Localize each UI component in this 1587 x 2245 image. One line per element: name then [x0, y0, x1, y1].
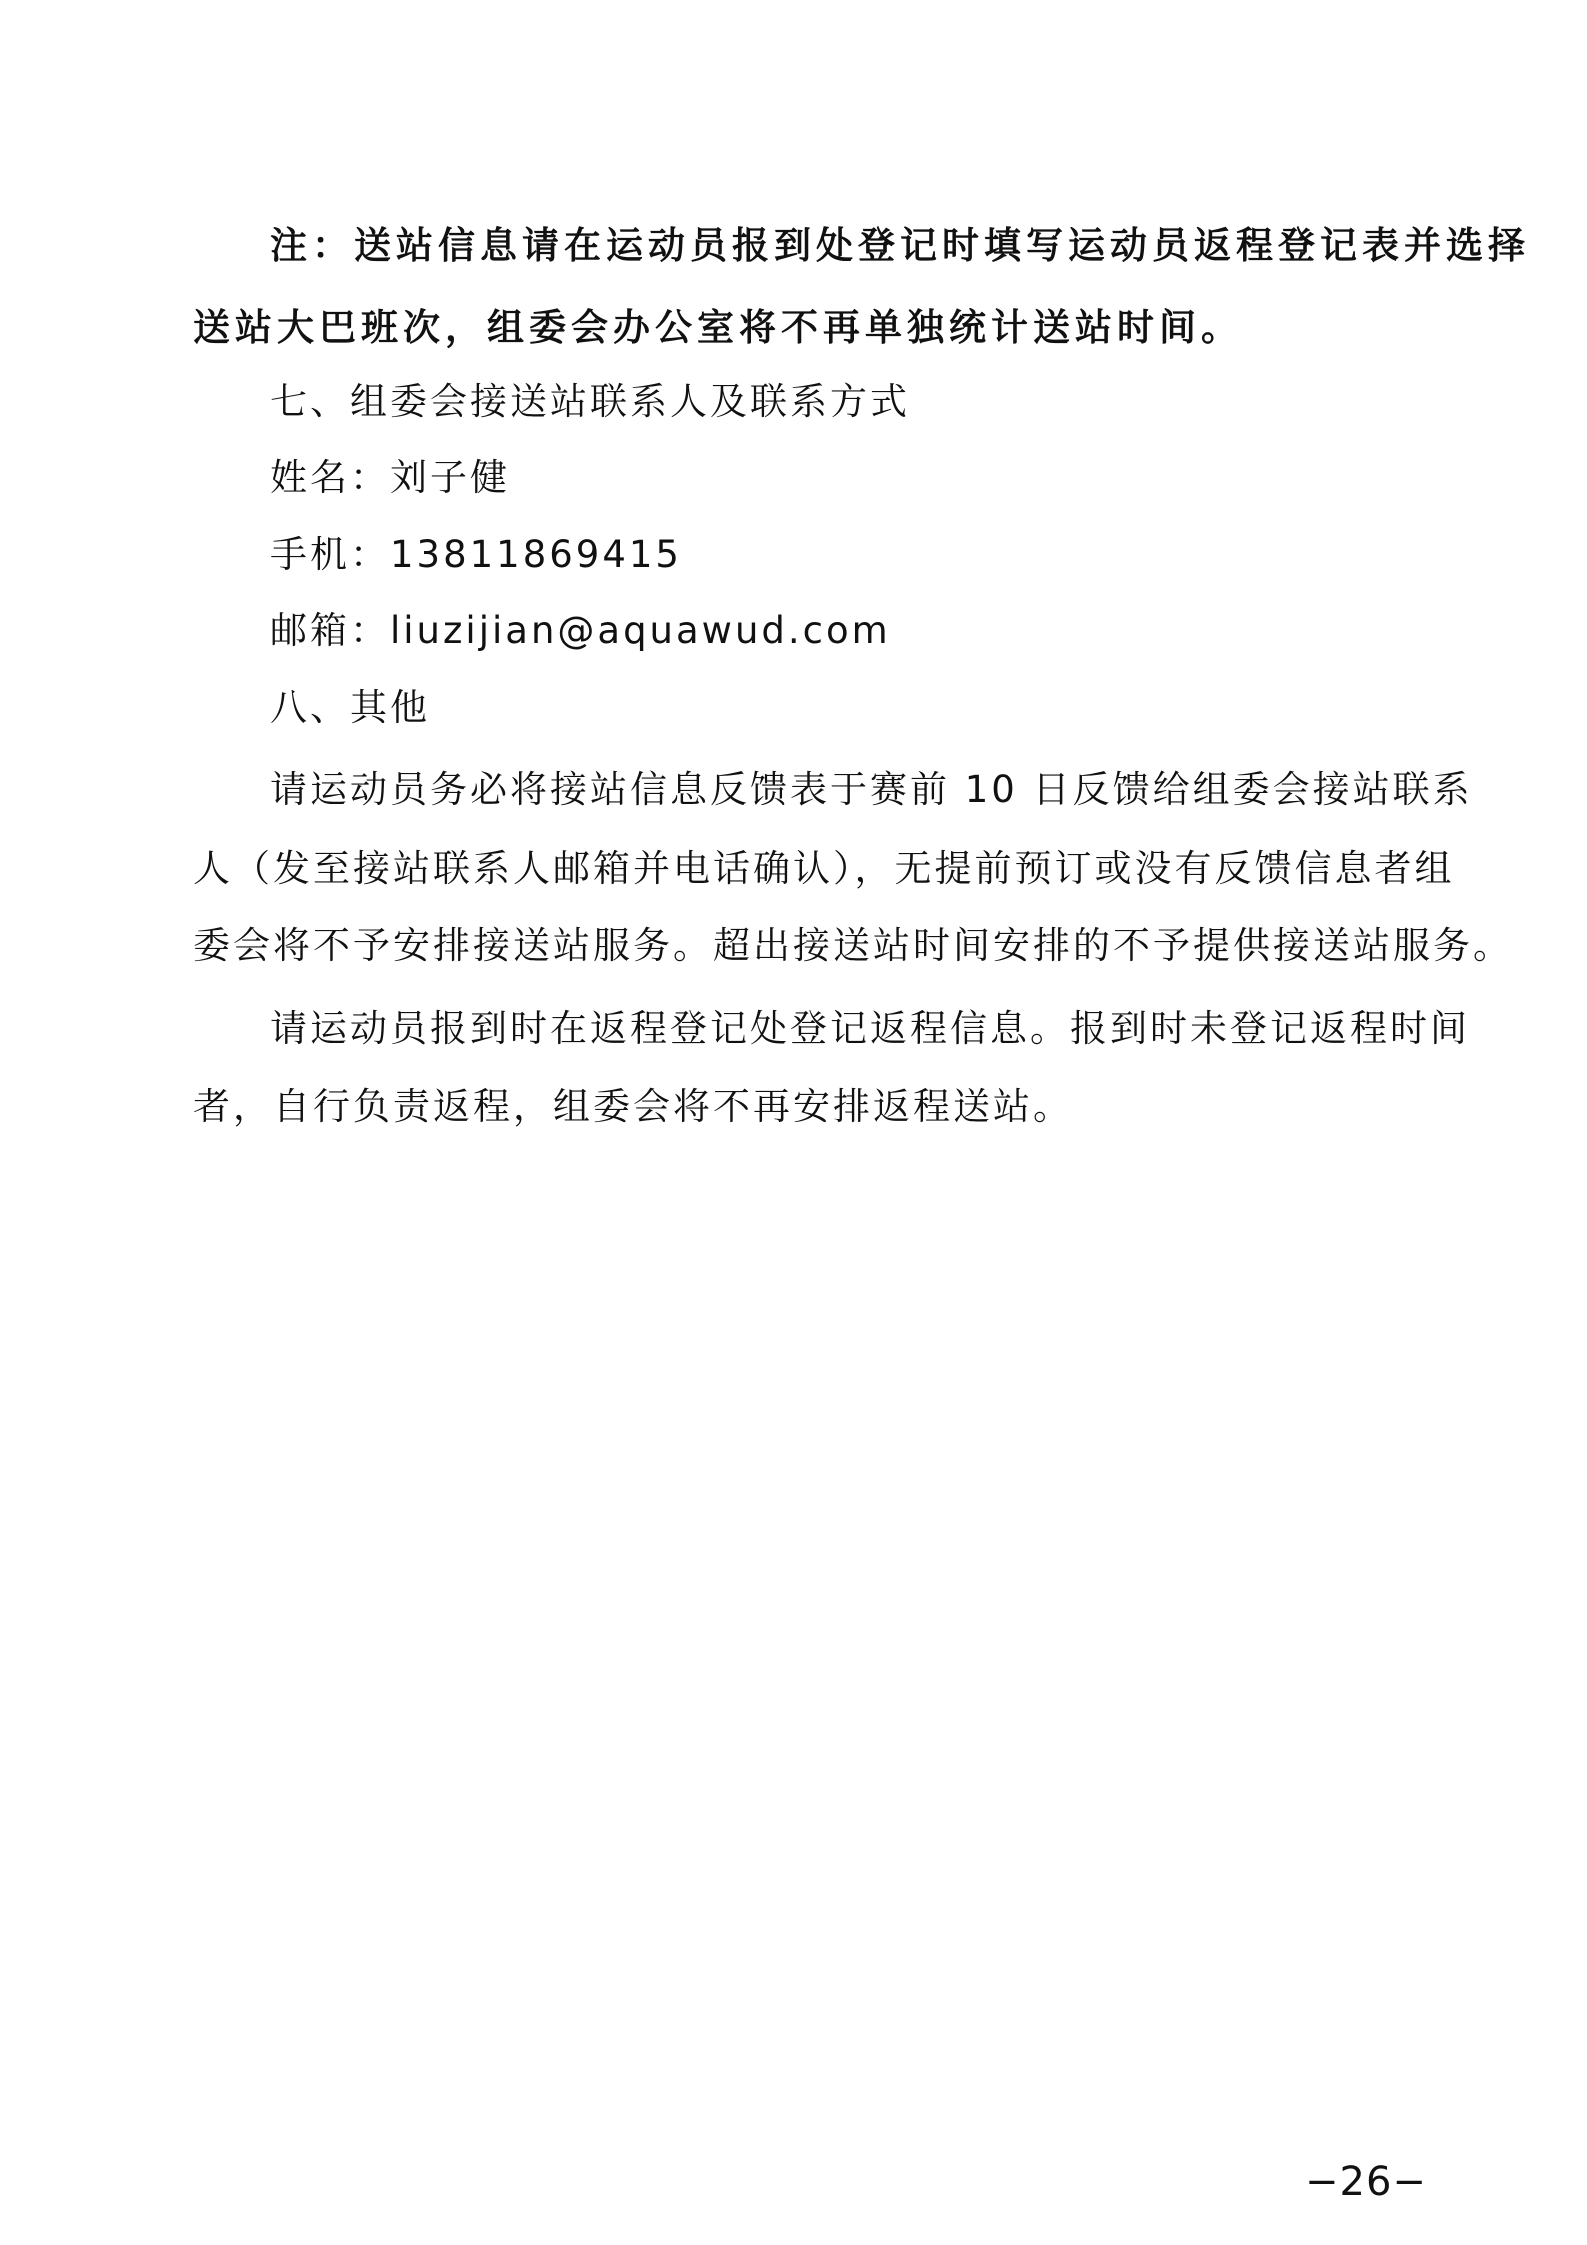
section-8-heading: 八、其他 [270, 686, 430, 729]
other-paragraph-2-line-1: 请运动员报到时在返程登记处登记返程信息。报到时未登记返程时间 [270, 1007, 1470, 1050]
other-paragraph-1-line-3: 委会将不予安排接送站服务。超出接送站时间安排的不予提供接送站服务。 [193, 924, 1513, 967]
other-paragraph-2-line-2: 者，自行负责返程，组委会将不再安排返程送站。 [193, 1085, 1073, 1128]
other-paragraph-1-line-1: 请运动员务必将接站信息反馈表于赛前 10 日反馈给组委会接站联系 [270, 768, 1473, 811]
note-line-1: 注：送站信息请在运动员报到处登记时填写运动员返程登记表并选择 [270, 224, 1530, 267]
section-7-heading: 七、组委会接送站联系人及联系方式 [270, 380, 910, 423]
other-paragraph-1-line-2: 人（发至接站联系人邮箱并电话确认），无提前预订或没有反馈信息者组 [193, 847, 1455, 890]
contact-phone: 手机：13811869415 [270, 533, 682, 576]
contact-name: 姓名：刘子健 [270, 456, 510, 499]
page-number: −26− [1305, 2159, 1427, 2205]
contact-email: 邮箱：liuzijian@aquawud.com [270, 609, 891, 652]
note-line-2: 送站大巴班次，组委会办公室将不再单独统计送站时间。 [193, 306, 1243, 349]
